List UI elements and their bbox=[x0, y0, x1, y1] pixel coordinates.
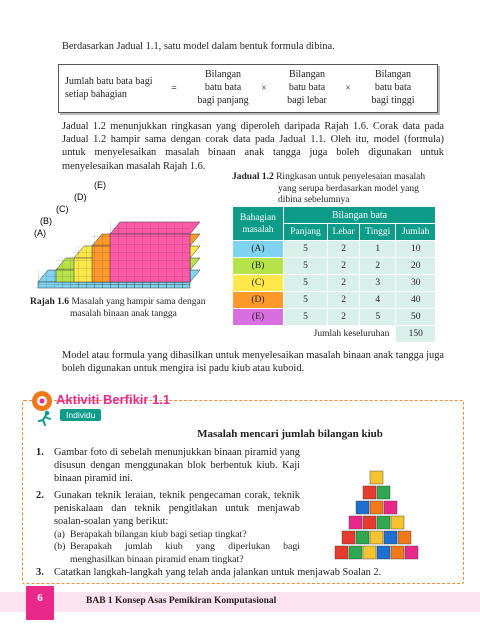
figure-caption-text2: masalah binaan anak tangga bbox=[70, 309, 177, 319]
panjang-cell: 5 bbox=[284, 241, 328, 258]
table-caption-text1: Ringkasan untuk penyelesaian masalah bbox=[276, 172, 426, 182]
paragraph-2: Model atau formula yang dihasilkan untuk menyelesaikan masalah binaan anak tangga juga boleh digunakan untuk mengira isi padu kiub atau kuboid. bbox=[62, 350, 444, 375]
panjang-cell: 5 bbox=[284, 292, 328, 309]
q1-text: Gambar foto di sebelah menunjukkan binaan piramid yang disusun dengan menggunakan blok berbentuk kiub. Kaji binaan piramid ini. bbox=[54, 447, 300, 485]
formula-lhs bbox=[65, 75, 169, 101]
header-tinggi: Tinggi bbox=[360, 224, 396, 241]
cube bbox=[356, 531, 369, 544]
jumlah-cell: 50 bbox=[396, 309, 436, 326]
tinggi-cell: 5 bbox=[360, 309, 396, 326]
cube bbox=[370, 531, 383, 544]
formula-box bbox=[58, 64, 438, 113]
cube bbox=[363, 546, 376, 559]
formula-equals: = bbox=[171, 83, 177, 94]
jumlah-cell: 10 bbox=[396, 241, 436, 258]
tinggi-cell: 1 bbox=[360, 241, 396, 258]
activity-badge: Individu bbox=[60, 409, 101, 421]
formula-lhs-line1: Jumlah batu bata bagi bbox=[65, 76, 153, 87]
q2a-text: Berapakah bilangan kiub bagi setiap tingkat? bbox=[70, 529, 247, 540]
formula-lhs-line2: setiap bahagian bbox=[65, 89, 127, 100]
part-cell: (B) bbox=[233, 258, 284, 275]
table-row bbox=[233, 258, 436, 275]
formula-times-2: × bbox=[345, 83, 351, 94]
term2-line1: Bilangan bbox=[288, 69, 326, 80]
q2a-number: (a) bbox=[54, 529, 65, 540]
intro-text: Berdasarkan Jadual 1.1, satu model dalam bentuk formula dibina. bbox=[62, 41, 335, 52]
panjang-cell: 5 bbox=[284, 258, 328, 275]
cube bbox=[342, 531, 355, 544]
cube bbox=[356, 501, 369, 514]
lebar-cell: 2 bbox=[327, 258, 359, 275]
figure-caption bbox=[30, 296, 230, 320]
cube bbox=[384, 501, 397, 514]
step-grid-4 bbox=[110, 222, 190, 288]
jumlah-cell: 40 bbox=[396, 292, 436, 309]
total-value: 150 bbox=[396, 326, 436, 343]
cube-pyramid-photo bbox=[312, 446, 442, 562]
term1-line2: batu bata bbox=[204, 82, 242, 93]
term3-line3: bagi tinggi bbox=[371, 95, 415, 106]
q3-number: 3. bbox=[36, 567, 44, 578]
tinggi-cell: 3 bbox=[360, 275, 396, 292]
cube bbox=[335, 546, 348, 559]
cube bbox=[384, 531, 397, 544]
cube bbox=[370, 501, 383, 514]
label-b: (B) bbox=[40, 216, 52, 226]
jumlah-cell: 30 bbox=[396, 275, 436, 292]
page-number: 6 bbox=[37, 592, 43, 604]
total-label: Jumlah keseluruhan bbox=[233, 326, 396, 343]
cube bbox=[377, 486, 390, 499]
cube bbox=[349, 516, 362, 529]
q2b-number: (b) bbox=[54, 541, 66, 552]
paragraph-1: Jadual 1.2 menunjukkan ringkasan yang diperoleh daripada Rajah 1.6. Corak data pada Jadual 1.2 hampir sama dengan corak data pada Jadual 1.1. Oleh itu, model (formula) untuk menyelesaikan masalah binaan anak tangga juga boleh digunakan untuk menyelesaikan masalah Rajah 1.6. bbox=[62, 121, 444, 172]
part-cell: (C) bbox=[233, 275, 284, 292]
cube bbox=[377, 516, 390, 529]
part-cell: (D) bbox=[233, 292, 284, 309]
header-bilangan-bata: Bilangan bata bbox=[284, 207, 436, 224]
header-panjang: Panjang bbox=[284, 224, 328, 241]
header-lebar: Lebar bbox=[327, 224, 359, 241]
table-caption-text2: yang serupa berdasarkan model yang bbox=[278, 183, 419, 194]
table-row bbox=[233, 275, 436, 292]
term2-line3: bagi lebar bbox=[287, 95, 327, 106]
term1-line3: bagi panjang bbox=[197, 95, 249, 106]
formula-term-1 bbox=[183, 68, 263, 107]
formula-term-3 bbox=[351, 68, 435, 107]
staircase-figure bbox=[30, 180, 220, 298]
cube bbox=[370, 471, 383, 484]
figure-caption-text1: Masalah yang hampir sama dengan bbox=[71, 297, 206, 307]
q2-number: 2. bbox=[36, 490, 44, 501]
tinggi-cell: 4 bbox=[360, 292, 396, 309]
chapter-title: BAB 1 Konsep Asas Pemikiran Komputasional bbox=[86, 596, 277, 606]
header-bahagian bbox=[233, 207, 284, 241]
table-caption bbox=[232, 172, 442, 207]
q3-text: Catatkan langkah-langkah yang telah anda jalankan untuk menjawab Soalan 2. bbox=[54, 567, 382, 578]
cube bbox=[391, 516, 404, 529]
formula-times-1: × bbox=[261, 83, 267, 94]
table-caption-text3: dibina sebelumnya bbox=[278, 195, 350, 205]
part-cell: (A) bbox=[233, 241, 284, 258]
q1-number: 1. bbox=[36, 447, 44, 458]
lebar-cell: 2 bbox=[327, 292, 359, 309]
cube bbox=[398, 531, 411, 544]
activity-heading: Masalah mencari jumlah bilangan kiub bbox=[197, 428, 383, 440]
cube bbox=[377, 546, 390, 559]
label-a: (A) bbox=[34, 228, 46, 238]
table-row bbox=[233, 309, 436, 326]
formula-term-2 bbox=[267, 68, 347, 107]
activity-title: Aktiviti Berfikir 1.1 bbox=[56, 392, 171, 407]
term2-line2: batu bata bbox=[288, 82, 326, 93]
label-c: (C) bbox=[56, 204, 69, 214]
runner-icon bbox=[36, 410, 54, 426]
table-row bbox=[233, 241, 436, 258]
part-cell: (E) bbox=[233, 309, 284, 326]
header-jumlah: Jumlah bbox=[396, 224, 436, 241]
cube bbox=[363, 486, 376, 499]
label-e: (E) bbox=[94, 180, 106, 190]
figure-caption-label: Rajah 1.6 bbox=[30, 297, 70, 307]
header-bahagian-line2: masalah bbox=[242, 224, 274, 235]
panjang-cell: 5 bbox=[284, 275, 328, 292]
q2b-text: Berapakah jumlah kiub yang diperlukan bagi menghasilkan binaan piramid enam tingkat? bbox=[70, 541, 300, 566]
term3-line2: batu bata bbox=[374, 82, 412, 93]
panjang-cell: 5 bbox=[284, 309, 328, 326]
lebar-cell: 2 bbox=[327, 275, 359, 292]
table-caption-label: Jadual 1.2 bbox=[232, 172, 274, 182]
cube bbox=[349, 546, 362, 559]
lebar-cell: 2 bbox=[327, 309, 359, 326]
term3-line1: Bilangan bbox=[374, 69, 412, 80]
tinggi-cell: 2 bbox=[360, 258, 396, 275]
label-d: (D) bbox=[74, 192, 87, 202]
header-bahagian-line1: Bahagian bbox=[240, 212, 276, 223]
q2-text: Gunakan teknik leraian, teknik pengecaman corak, teknik peniskalaan dan teknik pengitlakan untuk menjawab soalan-soalan yang berikut: bbox=[54, 490, 300, 528]
cube bbox=[363, 516, 376, 529]
table-row bbox=[233, 292, 436, 309]
lebar-cell: 2 bbox=[327, 241, 359, 258]
jumlah-cell: 20 bbox=[396, 258, 436, 275]
cube bbox=[391, 546, 404, 559]
cube bbox=[405, 546, 418, 559]
term1-line1: Bilangan bbox=[204, 69, 242, 80]
summary-table bbox=[232, 206, 436, 343]
